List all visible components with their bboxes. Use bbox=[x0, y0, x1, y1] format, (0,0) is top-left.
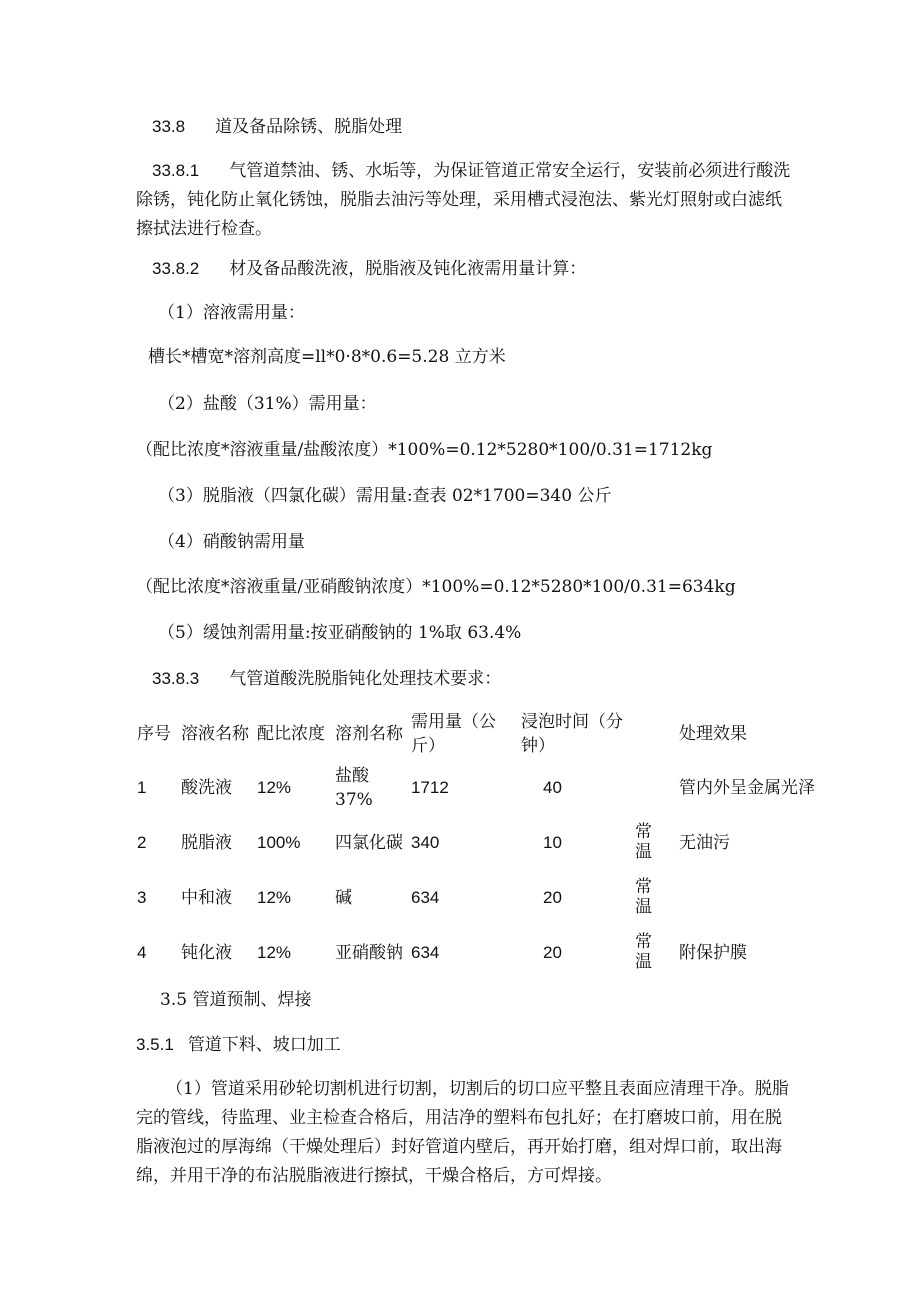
calc-item-4: （4）硝酸钠需用量 bbox=[158, 532, 305, 552]
calc-item-2: （2）盐酸（31%）需用量： bbox=[158, 394, 377, 414]
header-cell bbox=[631, 708, 675, 760]
table-cell: 常温 bbox=[635, 821, 652, 862]
table-cell: 碱 bbox=[335, 887, 352, 908]
paragraph-3-5-1: （1）管道采用砂轮切割机进行切割，切割后的切口应平整且表面应清理干净。脱脂完的管线，待监理、业主检查合格后，用洁净的塑料布包扎好；在打磨坡口前，用在脱脂液泡过的厚海绵（干燥处理后）封好管道内壁后，再开始打磨，组对焊口前，取出海绵，并用干净的布沾脱脂液进行擦拭，干燥合格后，方可焊接。 bbox=[136, 1079, 789, 1186]
table-row bbox=[133, 925, 823, 980]
table-cell: 2 bbox=[137, 832, 147, 852]
table-cell: 4 bbox=[137, 942, 147, 962]
calc-item-1: （1）溶液需用量： bbox=[158, 303, 305, 323]
header-cell: 溶剂名称 bbox=[335, 724, 403, 744]
section-heading-3-5-1 bbox=[136, 1031, 341, 1059]
treatment-requirements-table bbox=[133, 708, 823, 980]
table-header-row bbox=[133, 708, 823, 760]
section-heading-33-8 bbox=[152, 113, 402, 141]
calc-item-2-formula: （配比浓度*溶液重量/盐酸浓度）*100%=0.12*5280*100/0.31=1712kg bbox=[136, 440, 713, 460]
header-cell: 序号 bbox=[137, 724, 171, 744]
section-title: 道及备品除锈、脱脂处理 bbox=[215, 117, 403, 137]
section-number: 33.8 bbox=[152, 117, 186, 136]
table-row bbox=[133, 815, 823, 870]
table-row bbox=[133, 760, 823, 815]
table-cell: 20 bbox=[543, 887, 562, 907]
table-cell: 10 bbox=[543, 832, 562, 852]
section-heading-33-8-2 bbox=[152, 255, 586, 283]
table-cell: 634 bbox=[411, 942, 440, 962]
table-cell: 634 bbox=[411, 887, 440, 907]
section-title: 管道下料、坡口加工 bbox=[187, 1035, 341, 1055]
table-cell: 1 bbox=[137, 777, 147, 797]
table-cell bbox=[675, 870, 823, 925]
table-cell: 3 bbox=[137, 887, 147, 907]
section-title: 气管道酸洗脱脂钝化处理技术要求： bbox=[229, 669, 502, 689]
section-number: 3.5.1 bbox=[136, 1035, 174, 1054]
table-cell: 常温 bbox=[635, 876, 652, 917]
table-cell: 12% bbox=[257, 942, 292, 962]
table-cell: 脱脂液 bbox=[181, 832, 232, 853]
paragraph-33-8-1 bbox=[136, 156, 791, 244]
table-cell: 无油污 bbox=[679, 832, 730, 853]
table-cell: 常温 bbox=[635, 931, 652, 972]
table-cell: 四氯化碳 bbox=[335, 832, 403, 853]
table-cell: 40 bbox=[543, 777, 562, 797]
table-cell: 亚硝酸钠 bbox=[335, 942, 403, 963]
header-cell: 需用量（公斤） bbox=[411, 712, 496, 756]
table-cell: 100% bbox=[257, 832, 301, 852]
table-cell: 中和液 bbox=[181, 887, 232, 908]
table-cell: 340 bbox=[411, 832, 440, 852]
section-number: 33.8.1 bbox=[152, 161, 200, 180]
table-cell: 附保护膜 bbox=[679, 942, 747, 963]
table-cell: 管内外呈金属光泽 bbox=[679, 777, 815, 798]
section-number: 33.8.3 bbox=[152, 669, 200, 688]
table-cell: 盐酸 37% bbox=[335, 765, 373, 810]
header-cell: 浸泡时间（分钟） bbox=[521, 712, 623, 756]
calc-item-5: （5）缓蚀剂需用量:按亚硝酸钠的 1%取 63.4% bbox=[158, 623, 522, 643]
header-cell: 配比浓度 bbox=[257, 724, 325, 744]
header-cell: 处理效果 bbox=[679, 724, 747, 744]
paragraph-text: 气管道禁油、锈、水垢等，为保证管道正常安全运行，安装前必须进行酸洗除锈，钝化防止氧化锈蚀，脱脂去油污等处理，采用槽式浸泡法、紫光灯照射或白滤纸擦拭法进行检查。 bbox=[136, 161, 791, 239]
table-cell: 12% bbox=[257, 777, 292, 797]
table-cell bbox=[631, 760, 675, 815]
table-cell: 钝化液 bbox=[181, 942, 232, 963]
section-number: 33.8.2 bbox=[152, 259, 200, 278]
section-heading-33-8-3 bbox=[152, 665, 501, 693]
table-cell: 1712 bbox=[411, 777, 449, 797]
calc-item-4-formula: （配比浓度*溶液重量/亚硝酸钠浓度）*100%=0.12*5280*100/0.31=634kg bbox=[136, 577, 736, 597]
header-cell: 溶液名称 bbox=[181, 724, 249, 744]
table-row bbox=[133, 870, 823, 925]
table-cell: 12% bbox=[257, 887, 292, 907]
table-cell: 酸洗液 bbox=[181, 777, 232, 798]
section-title: 材及备品酸洗液，脱脂液及钝化液需用量计算： bbox=[229, 259, 587, 279]
table-cell: 20 bbox=[543, 942, 562, 962]
section-heading-3-5: 3.5 管道预制、焊接 bbox=[160, 990, 312, 1010]
calc-item-3: （3）脱脂液（四氯化碳）需用量:查表 02*1700=340 公斤 bbox=[158, 486, 612, 506]
calc-item-1-formula: 槽长*槽宽*溶剂高度=ll*0·8*0.6=5.28 立方米 bbox=[148, 347, 506, 367]
